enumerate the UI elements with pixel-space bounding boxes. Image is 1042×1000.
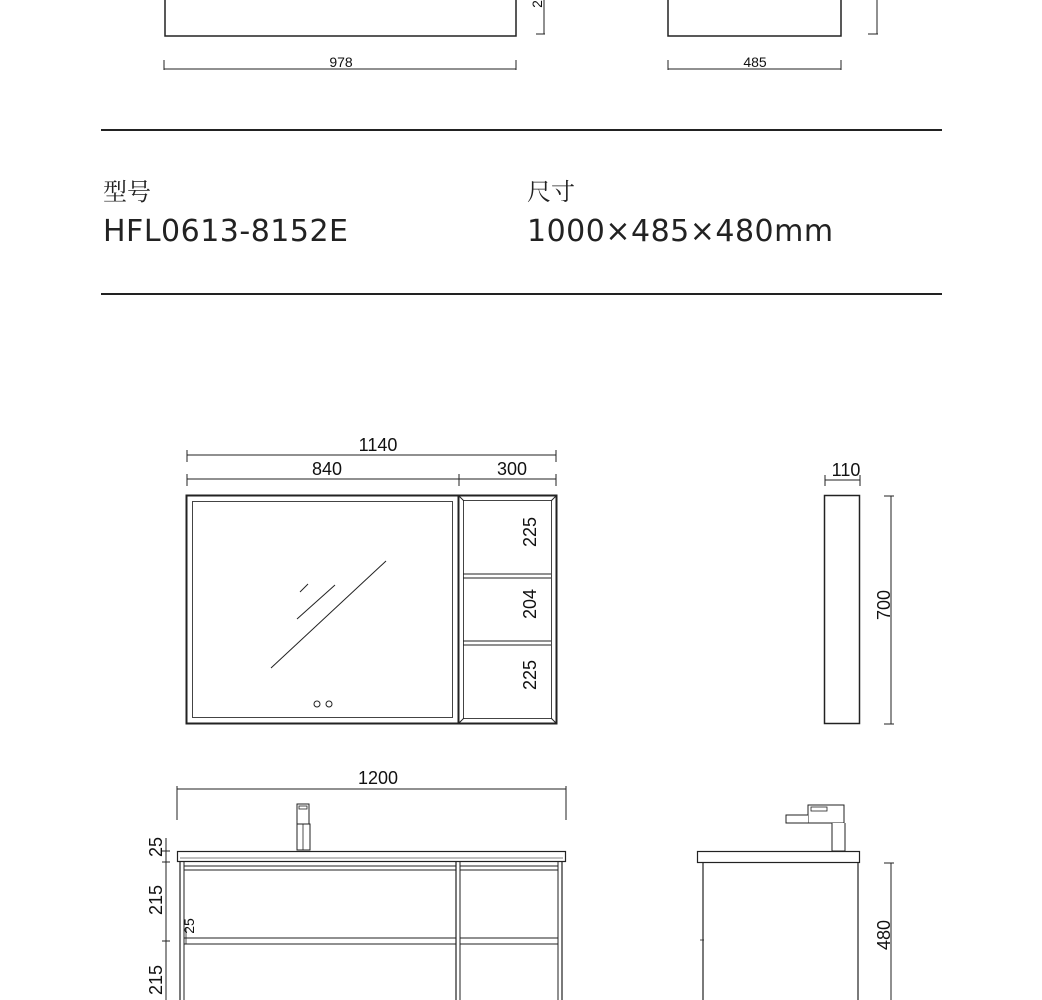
shelf-height-1: 225 [520,516,540,548]
size-value: 1000×485×480mm [527,214,834,249]
top-side-view [668,0,878,70]
mirror-total-width: 1140 [358,435,398,455]
vanity-side [698,805,895,1000]
top-front-view [164,0,545,70]
drawer-height-2: 215 [146,964,166,996]
drawer-height-1: 215 [146,884,166,916]
cut-dimension-label: 2 [529,0,545,8]
model-value: HFL0613-8152E [103,214,349,249]
shelf-width: 300 [496,459,528,479]
shelf-thickness: 25 [181,918,197,934]
model-label: 型号 [103,178,151,206]
cabinet-depth: 110 [831,460,861,480]
vanity-front [146,768,566,1000]
front-width-label: 978 [329,54,353,70]
top-thickness: 25 [146,836,166,858]
size-label: 尺寸 [527,178,575,206]
mirror-cabinet-front [187,435,557,724]
spec-bottom-rule [101,293,942,295]
vanity-side-height: 480 [874,919,894,951]
vanity-width: 1200 [357,768,399,788]
mirror-width: 840 [311,459,343,479]
shelf-height-2: 204 [520,588,540,620]
side-depth-label: 485 [743,54,767,70]
spec-top-rule [101,129,942,131]
mirror-cabinet-side [825,460,895,724]
cabinet-height: 700 [874,589,894,621]
shelf-height-3: 225 [520,659,540,691]
